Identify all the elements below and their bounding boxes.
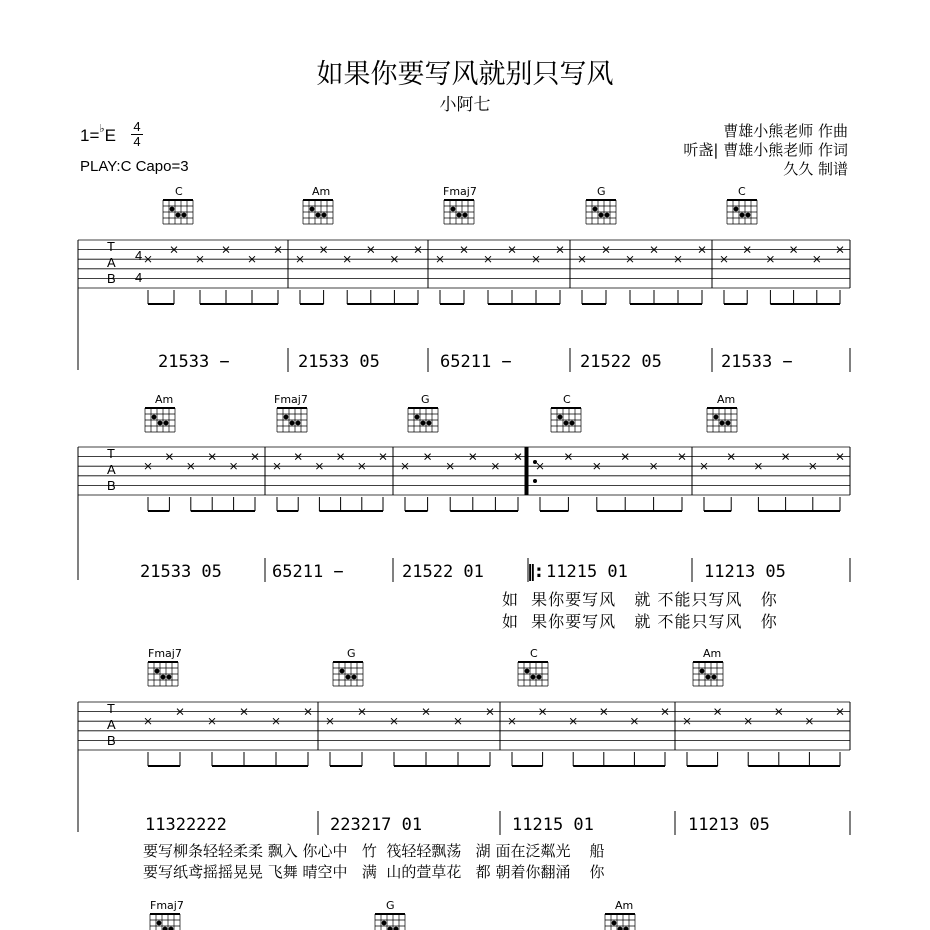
chord-finger-dot — [463, 213, 468, 218]
chord-name: Am — [717, 393, 736, 406]
chord-finger-dot — [593, 207, 598, 212]
chord-finger-dot — [564, 421, 569, 426]
jianpu-measure: 21533 − — [158, 352, 230, 372]
chord-finger-dot — [284, 415, 289, 420]
chord-name: G — [386, 899, 395, 912]
tab-clef: T A B — [107, 701, 116, 748]
chord-name: G — [421, 393, 430, 406]
jianpu-measure: 21522 01 — [402, 562, 484, 582]
chord-finger-dot — [161, 675, 166, 680]
chord-finger-dot — [624, 927, 629, 930]
chord-finger-dot — [700, 669, 705, 674]
chord-finger-dot — [155, 669, 160, 674]
chord-finger-dot — [457, 213, 462, 218]
chord-finger-dot — [182, 213, 187, 218]
chord-finger-dot — [712, 675, 717, 680]
chord-finger-dot — [525, 669, 530, 674]
jianpu-measure: 11215 01 — [546, 562, 628, 582]
chord-finger-dot — [346, 675, 351, 680]
jianpu-measure: 11213 05 — [688, 815, 770, 835]
chord-name: C — [563, 393, 571, 406]
chord-finger-dot — [163, 927, 168, 930]
chord-finger-dot — [340, 669, 345, 674]
chord-finger-dot — [720, 421, 725, 426]
chord-finger-dot — [605, 213, 610, 218]
chord-finger-dot — [169, 927, 174, 930]
credit-transcriber: 久久 制谱 — [783, 160, 848, 178]
chord-finger-dot — [531, 675, 536, 680]
chord-name: Am — [703, 647, 722, 660]
chord-finger-dot — [558, 415, 563, 420]
jianpu-measure: 21533 05 — [298, 352, 380, 372]
chord-name: C — [530, 647, 538, 660]
jianpu-measure: 11322222 — [145, 815, 227, 835]
jianpu-measure: 21533 − — [721, 352, 793, 372]
chord-finger-dot — [394, 927, 399, 930]
chord-name: G — [597, 185, 606, 198]
chord-finger-dot — [164, 421, 169, 426]
play-capo-info: PLAY:C Capo=3 — [80, 158, 189, 175]
chord-finger-dot — [157, 921, 162, 926]
jianpu-measure: 21522 05 — [580, 352, 662, 372]
chord-finger-dot — [176, 213, 181, 218]
chord-finger-dot — [618, 927, 623, 930]
repeat-sign: ‖: — [527, 562, 543, 582]
jianpu-measure: 65211 − — [272, 562, 344, 582]
chord-finger-dot — [537, 675, 542, 680]
chord-finger-dot — [451, 207, 456, 212]
chord-finger-dot — [322, 213, 327, 218]
chord-finger-dot — [746, 213, 751, 218]
time-bottom: 4 — [131, 134, 143, 149]
song-title: 如果你要写风就别只写风 — [316, 59, 614, 90]
chord-finger-dot — [570, 421, 575, 426]
chord-name: G — [347, 647, 356, 660]
chord-finger-dot — [427, 421, 432, 426]
chord-finger-dot — [714, 415, 719, 420]
jianpu-measure: 223217 01 — [330, 815, 423, 835]
chord-finger-dot — [290, 421, 295, 426]
chord-finger-dot — [415, 415, 420, 420]
chord-finger-dot — [296, 421, 301, 426]
chord-finger-dot — [421, 421, 426, 426]
jianpu-measure: 65211 − — [440, 352, 512, 372]
chord-name: Am — [615, 899, 634, 912]
lyrics-verse-1: 如 果你要写风 就 不能只写风 你 — [502, 590, 778, 609]
jianpu-measure: 11215 01 — [512, 815, 594, 835]
lyrics-verse-2: 要写纸鸢摇摇晃晃 飞舞 晴空中 满 山的萱草花 都 朝着你翻涌 你 — [143, 863, 605, 881]
chord-finger-dot — [734, 207, 739, 212]
chord-finger-dot — [152, 415, 157, 420]
jianpu-measure: 11213 05 — [704, 562, 786, 582]
tab-clef: T A B — [107, 446, 116, 493]
repeat-dot — [533, 479, 537, 483]
chord-finger-dot — [310, 207, 315, 212]
chord-name: Fmaj7 — [150, 899, 184, 912]
chord-name: Fmaj7 — [443, 185, 477, 198]
lyrics-verse-2: 如 果你要写风 就 不能只写风 你 — [502, 612, 778, 631]
lyrics-verse-1: 要写柳条轻轻柔柔 飘入 你心中 竹 筏轻轻飘荡 湖 面在泛粼光 船 — [143, 842, 605, 860]
chord-finger-dot — [388, 927, 393, 930]
chord-finger-dot — [382, 921, 387, 926]
credit-lyrics: 听盏| 曹雄小熊老师 作词 — [683, 141, 848, 159]
chord-finger-dot — [599, 213, 604, 218]
chord-name: Fmaj7 — [274, 393, 308, 406]
chord-name: C — [175, 185, 183, 198]
chord-finger-dot — [740, 213, 745, 218]
chord-finger-dot — [170, 207, 175, 212]
time-top: 4 — [133, 119, 141, 134]
chord-finger-dot — [316, 213, 321, 218]
chord-finger-dot — [167, 675, 172, 680]
chord-name: Fmaj7 — [148, 647, 182, 660]
tab-clef: T A B — [107, 239, 116, 286]
key-note: E — [104, 126, 116, 145]
chord-name: Am — [155, 393, 174, 406]
repeat-dot — [533, 460, 537, 464]
tab-time-signature: 4 4 — [135, 248, 143, 285]
chord-finger-dot — [706, 675, 711, 680]
credit-music: 曹雄小熊老师 作曲 — [723, 122, 848, 140]
chord-finger-dot — [726, 421, 731, 426]
chord-finger-dot — [612, 921, 617, 926]
jianpu-measure: 21533 05 — [140, 562, 222, 582]
key-label: 1= — [80, 126, 100, 145]
chord-name: C — [738, 185, 746, 198]
flat-sign: ♭ — [99, 123, 105, 135]
chord-name: Am — [312, 185, 331, 198]
chord-finger-dot — [352, 675, 357, 680]
chord-finger-dot — [158, 421, 163, 426]
artist-name: 小阿七 — [439, 95, 491, 115]
